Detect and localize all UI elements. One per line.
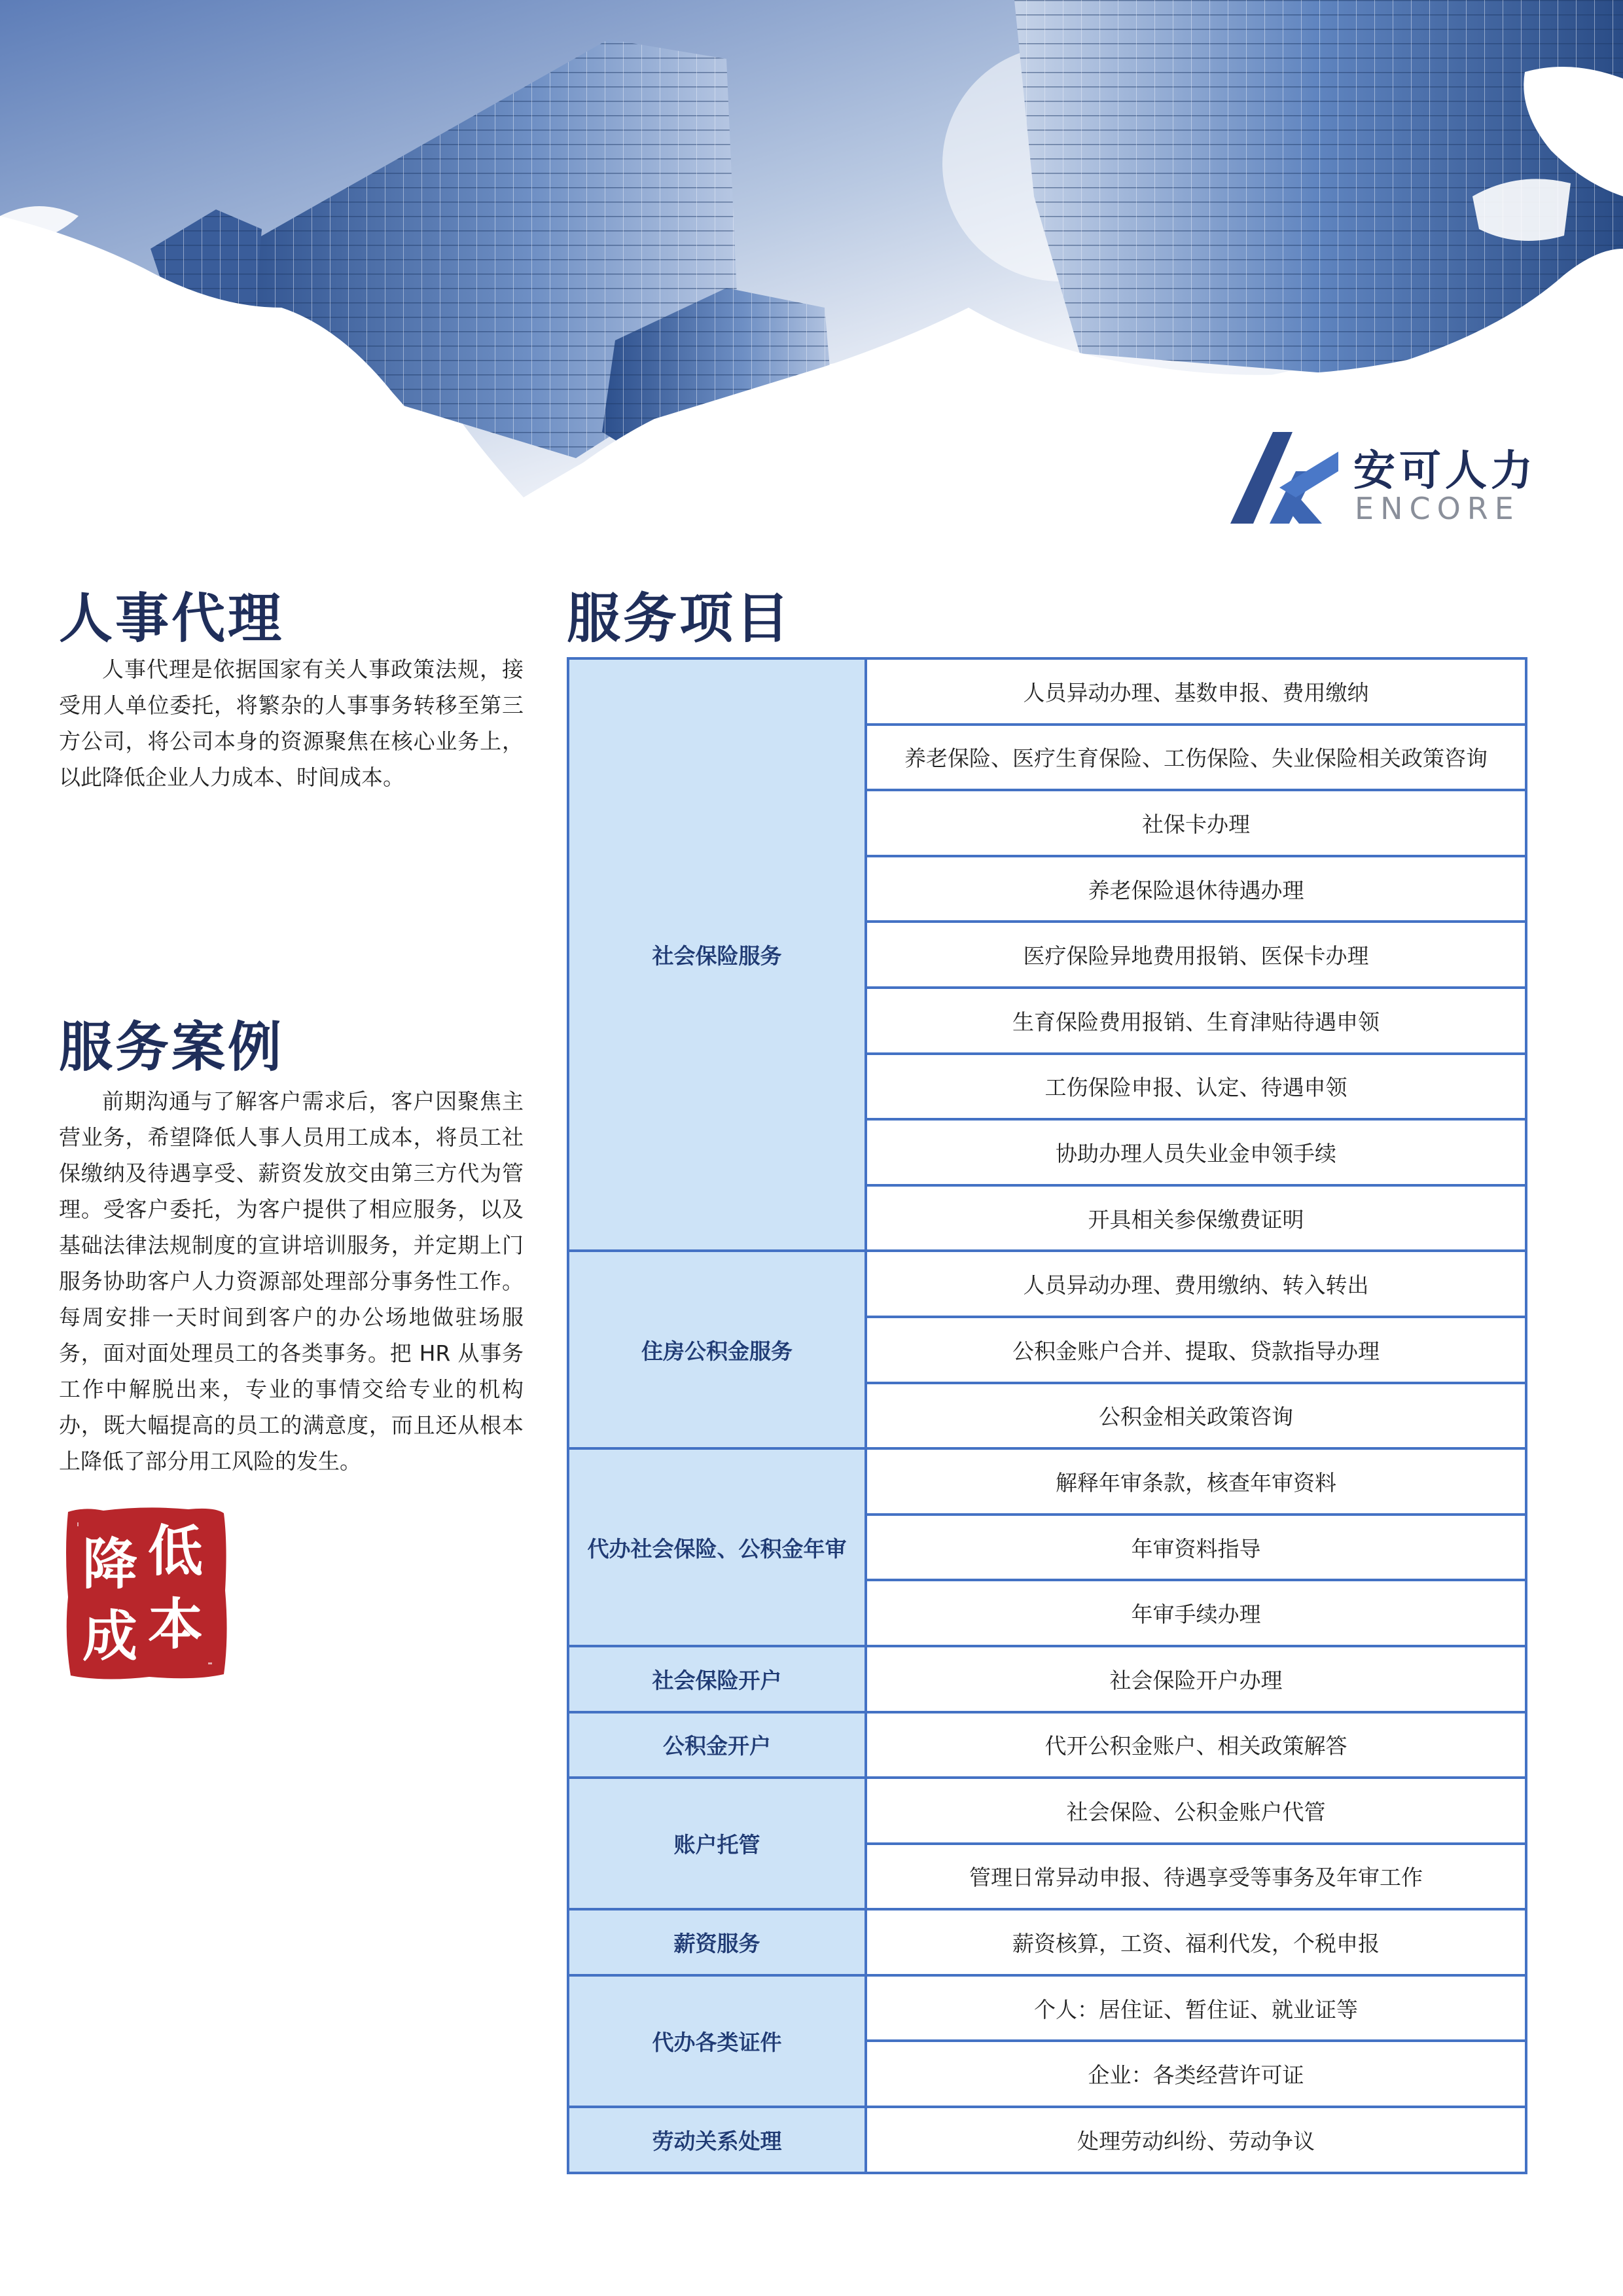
reduce-cost-seal bbox=[64, 1505, 228, 1682]
service-item: 开具相关参保缴费证明 bbox=[866, 1185, 1526, 1251]
service-category: 劳动关系处理 bbox=[568, 2107, 866, 2173]
service-category: 社会保险服务 bbox=[568, 658, 866, 1251]
service-category: 住房公积金服务 bbox=[568, 1251, 866, 1448]
table-row bbox=[568, 1448, 1526, 1515]
table-row bbox=[568, 1251, 1526, 1317]
company-logo bbox=[1224, 425, 1537, 530]
service-item: 医疗保险异地费用报销、医保卡办理 bbox=[866, 922, 1526, 988]
service-item: 社会保险开户办理 bbox=[866, 1646, 1526, 1712]
logo-mark-icon bbox=[1224, 425, 1342, 530]
services-table-body bbox=[568, 658, 1526, 2173]
table-row bbox=[568, 2107, 1526, 2173]
service-item: 个人：居住证、暂住证、就业证等 bbox=[866, 1975, 1526, 2041]
table-row bbox=[568, 1646, 1526, 1712]
services-title: 服务项目 bbox=[567, 588, 793, 650]
table-row bbox=[568, 1909, 1526, 1975]
service-category: 薪资服务 bbox=[568, 1909, 866, 1975]
service-category: 代办社会保险、公积金年审 bbox=[568, 1448, 866, 1646]
seal-char-di: 低 bbox=[148, 1518, 204, 1583]
seal-char-ben: 本 bbox=[148, 1592, 204, 1657]
service-case-body: 前期沟通与了解客户需求后，客户因聚焦主营业务，希望降低人事人员用工成本，将员工社保缴纳及待遇享受、薪资发放交由第三方代为管理。受客户委托，为客户提供了相应服务，以及基础法律法规制度的宣讲培训服务，并定期上门服务协助客户人力资源部处理部分事务性工作。每周安排一天时间到客户的办公场地做驻场服务，面对面处理员工的各类事务。把 HR 从事务工作中解脱出来，专业的事情交给专业的机构办，既大幅提高的员工的满意度，而且还从根本上降低了部分用工风险的发生。 bbox=[59, 1088, 524, 1474]
service-item: 解释年审条款，核查年审资料 bbox=[866, 1448, 1526, 1515]
service-category: 账户托管 bbox=[568, 1778, 866, 1909]
service-item: 工伤保险申报、认定、待遇申领 bbox=[866, 1054, 1526, 1120]
service-item: 年审手续办理 bbox=[866, 1580, 1526, 1646]
seal-char-cheng: 成 bbox=[82, 1604, 138, 1668]
service-item: 人员异动办理、基数申报、费用缴纳 bbox=[866, 658, 1526, 725]
service-item: 社会保险、公积金账户代管 bbox=[866, 1778, 1526, 1844]
service-item: 协助办理人员失业金申领手续 bbox=[866, 1119, 1526, 1185]
hr-agency-body: 人事代理是依据国家有关人事政策法规，接受用人单位委托，将繁杂的人事事务转移至第三方公司，将公司本身的资源聚焦在核心业务上，以此降低企业人力成本、时间成本。 bbox=[59, 656, 524, 790]
service-item: 企业：各类经营许可证 bbox=[866, 2041, 1526, 2107]
table-row bbox=[568, 1712, 1526, 1778]
service-category: 社会保险开户 bbox=[568, 1646, 866, 1712]
logo-english-name: ENCORE bbox=[1355, 491, 1520, 526]
service-category: 代办各类证件 bbox=[568, 1975, 866, 2107]
service-item: 薪资核算，工资、福利代发，个税申报 bbox=[866, 1909, 1526, 1975]
service-item: 年审资料指导 bbox=[866, 1515, 1526, 1581]
service-item: 生育保险费用报销、生育津贴待遇申领 bbox=[866, 988, 1526, 1054]
seal-char-jiang: 降 bbox=[82, 1532, 138, 1596]
logo-chinese-name: 安可人力 bbox=[1353, 447, 1537, 495]
table-row bbox=[568, 658, 1526, 725]
service-item: 社保卡办理 bbox=[866, 790, 1526, 856]
service-item: 管理日常异动申报、待遇享受等事务及年审工作 bbox=[866, 1844, 1526, 1910]
service-item: 养老保险退休待遇办理 bbox=[866, 856, 1526, 922]
table-row bbox=[568, 1975, 1526, 2041]
service-case-title: 服务案例 bbox=[59, 1016, 285, 1079]
service-item: 公积金账户合并、提取、贷款指导办理 bbox=[866, 1317, 1526, 1383]
service-item: 公积金相关政策咨询 bbox=[866, 1383, 1526, 1449]
services-table bbox=[567, 657, 1527, 2174]
hr-agency-title: 人事代理 bbox=[59, 588, 285, 650]
service-item: 处理劳动纠纷、劳动争议 bbox=[866, 2107, 1526, 2173]
service-item: 养老保险、医疗生育保险、工伤保险、失业保险相关政策咨询 bbox=[866, 725, 1526, 791]
service-item: 代开公积金账户、相关政策解答 bbox=[866, 1712, 1526, 1778]
service-category: 公积金开户 bbox=[568, 1712, 866, 1778]
table-row bbox=[568, 1778, 1526, 1844]
service-item: 人员异动办理、费用缴纳、转入转出 bbox=[866, 1251, 1526, 1317]
